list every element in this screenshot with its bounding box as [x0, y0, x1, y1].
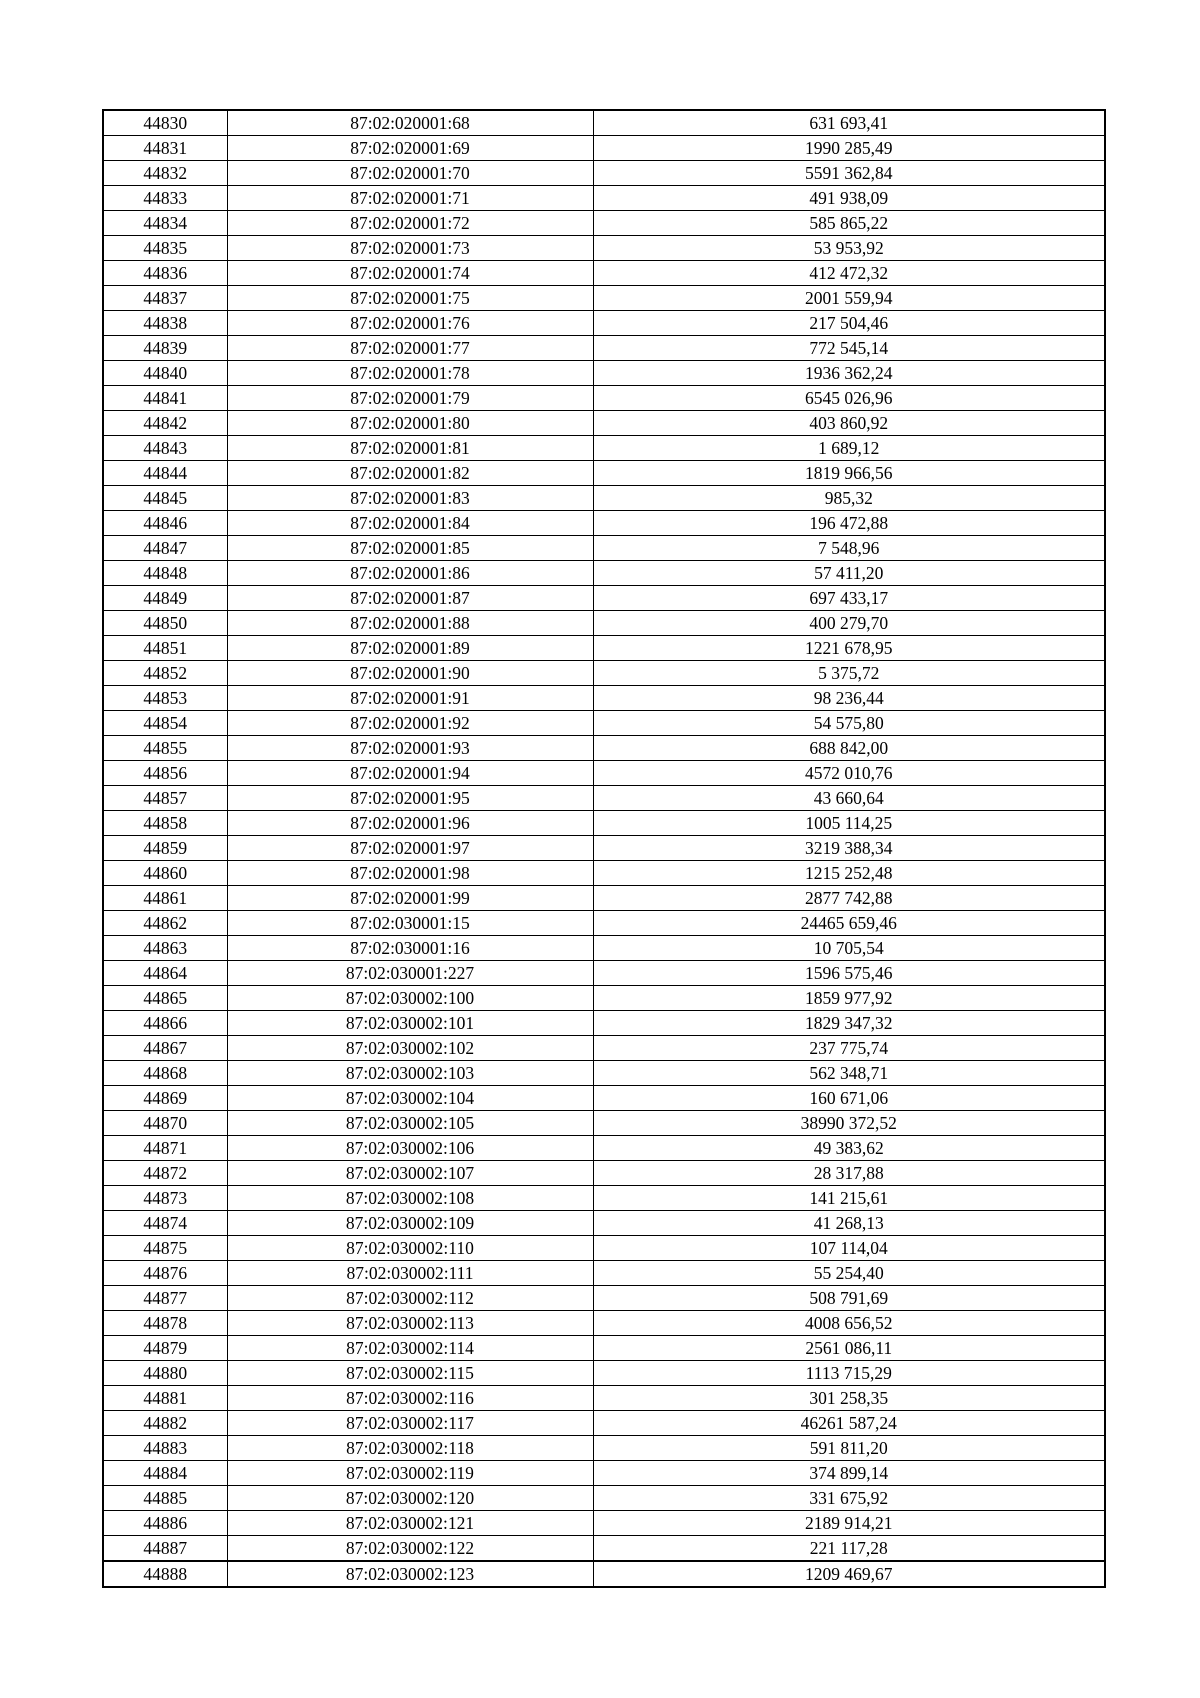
cadastral-number-cell: 87:02:020001:94: [227, 761, 593, 786]
cadastral-value-cell: 772 545,14: [593, 336, 1105, 361]
row-number-cell: 44857: [103, 786, 227, 811]
table-row: [103, 361, 1105, 386]
table-row: [103, 186, 1105, 211]
cadastral-value-cell: 1221 678,95: [593, 636, 1105, 661]
cadastral-number-cell: 87:02:020001:92: [227, 711, 593, 736]
cadastral-value-cell: 985,32: [593, 486, 1105, 511]
cadastral-number-cell: 87:02:020001:87: [227, 586, 593, 611]
cadastral-value-cell: 403 860,92: [593, 411, 1105, 436]
table-row: [103, 1086, 1105, 1111]
cadastral-value-cell: 374 899,14: [593, 1461, 1105, 1486]
row-number-cell: 44877: [103, 1286, 227, 1311]
row-number-cell: 44863: [103, 936, 227, 961]
row-number-cell: 44845: [103, 486, 227, 511]
row-number-cell: 44887: [103, 1536, 227, 1562]
table-row: [103, 1136, 1105, 1161]
row-number-cell: 44862: [103, 911, 227, 936]
table-row: [103, 986, 1105, 1011]
row-number-cell: 44855: [103, 736, 227, 761]
row-number-cell: 44881: [103, 1386, 227, 1411]
cadastral-number-cell: 87:02:030002:108: [227, 1186, 593, 1211]
cadastral-value-cell: 38990 372,52: [593, 1111, 1105, 1136]
row-number-cell: 44865: [103, 986, 227, 1011]
cadastral-number-cell: 87:02:030002:113: [227, 1311, 593, 1336]
table-row: [103, 911, 1105, 936]
cadastral-number-cell: 87:02:030002:112: [227, 1286, 593, 1311]
cadastral-value-cell: 107 114,04: [593, 1236, 1105, 1261]
cadastral-value-cell: 1 689,12: [593, 436, 1105, 461]
row-number-cell: 44831: [103, 136, 227, 161]
cadastral-number-cell: 87:02:030002:118: [227, 1436, 593, 1461]
table-row: [103, 836, 1105, 861]
row-number-cell: 44880: [103, 1361, 227, 1386]
cadastral-number-cell: 87:02:030002:110: [227, 1236, 593, 1261]
row-number-cell: 44837: [103, 286, 227, 311]
table-row: [103, 136, 1105, 161]
cadastral-number-cell: 87:02:020001:77: [227, 336, 593, 361]
row-number-cell: 44870: [103, 1111, 227, 1136]
cadastral-value-cell: 41 268,13: [593, 1211, 1105, 1236]
cadastral-value-cell: 53 953,92: [593, 236, 1105, 261]
row-number-cell: 44860: [103, 861, 227, 886]
cadastral-value-cell: 217 504,46: [593, 311, 1105, 336]
row-number-cell: 44838: [103, 311, 227, 336]
table-row: [103, 936, 1105, 961]
cadastral-number-cell: 87:02:030002:114: [227, 1336, 593, 1361]
cadastral-number-cell: 87:02:020001:98: [227, 861, 593, 886]
cadastral-number-cell: 87:02:030002:115: [227, 1361, 593, 1386]
row-number-cell: 44879: [103, 1336, 227, 1361]
row-number-cell: 44871: [103, 1136, 227, 1161]
cadastral-value-cell: 1990 285,49: [593, 136, 1105, 161]
table-row: [103, 586, 1105, 611]
cadastral-value-cell: 562 348,71: [593, 1061, 1105, 1086]
cadastral-value-cell: 2189 914,21: [593, 1511, 1105, 1536]
row-number-cell: 44852: [103, 661, 227, 686]
row-number-cell: 44874: [103, 1211, 227, 1236]
table-row: [103, 661, 1105, 686]
cadastral-number-cell: 87:02:020001:85: [227, 536, 593, 561]
row-number-cell: 44843: [103, 436, 227, 461]
cadastral-number-cell: 87:02:030002:116: [227, 1386, 593, 1411]
cadastral-number-cell: 87:02:020001:73: [227, 236, 593, 261]
cadastral-number-cell: 87:02:020001:81: [227, 436, 593, 461]
table-row: [103, 561, 1105, 586]
cadastral-number-cell: 87:02:020001:90: [227, 661, 593, 686]
row-number-cell: 44844: [103, 461, 227, 486]
cadastral-value-cell: 1215 252,48: [593, 861, 1105, 886]
row-number-cell: 44882: [103, 1411, 227, 1436]
cadastral-number-cell: 87:02:020001:68: [227, 110, 593, 136]
cadastral-number-cell: 87:02:030002:119: [227, 1461, 593, 1486]
table-row: [103, 1386, 1105, 1411]
row-number-cell: 44833: [103, 186, 227, 211]
cadastral-number-cell: 87:02:020001:91: [227, 686, 593, 711]
cadastral-value-cell: 55 254,40: [593, 1261, 1105, 1286]
cadastral-value-cell: 1859 977,92: [593, 986, 1105, 1011]
cadastral-value-cell: 1113 715,29: [593, 1361, 1105, 1386]
table-row: [103, 211, 1105, 236]
cadastral-number-cell: 87:02:020001:70: [227, 161, 593, 186]
table-row: [103, 1061, 1105, 1086]
table-row: [103, 386, 1105, 411]
cadastral-number-cell: 87:02:020001:89: [227, 636, 593, 661]
cadastral-value-cell: 2877 742,88: [593, 886, 1105, 911]
table-row: [103, 336, 1105, 361]
table-row: [103, 286, 1105, 311]
cadastral-value-cell: 585 865,22: [593, 211, 1105, 236]
row-number-cell: 44832: [103, 161, 227, 186]
cadastral-number-cell: 87:02:020001:79: [227, 386, 593, 411]
cadastral-number-cell: 87:02:030002:101: [227, 1011, 593, 1036]
table-row: [103, 436, 1105, 461]
row-number-cell: 44861: [103, 886, 227, 911]
row-number-cell: 44875: [103, 1236, 227, 1261]
cadastral-number-cell: 87:02:030002:103: [227, 1061, 593, 1086]
cadastral-number-cell: 87:02:020001:76: [227, 311, 593, 336]
table-row: [103, 786, 1105, 811]
row-number-cell: 44850: [103, 611, 227, 636]
cadastral-value-cell: 400 279,70: [593, 611, 1105, 636]
table-row: [103, 411, 1105, 436]
table-row: [103, 1286, 1105, 1311]
row-number-cell: 44846: [103, 511, 227, 536]
table-row: [103, 486, 1105, 511]
cadastral-value-cell: 331 675,92: [593, 1486, 1105, 1511]
cadastral-value-cell: 688 842,00: [593, 736, 1105, 761]
cadastral-number-cell: 87:02:020001:99: [227, 886, 593, 911]
cadastral-number-cell: 87:02:030002:106: [227, 1136, 593, 1161]
table-row: [103, 110, 1105, 136]
table-body: [103, 110, 1105, 1587]
table-row: [103, 1036, 1105, 1061]
table-row: [103, 1511, 1105, 1536]
cadastral-value-cell: 491 938,09: [593, 186, 1105, 211]
cadastral-value-cell: 28 317,88: [593, 1161, 1105, 1186]
row-number-cell: 44886: [103, 1511, 227, 1536]
table-row: [103, 1261, 1105, 1286]
table-row: [103, 261, 1105, 286]
cadastral-number-cell: 87:02:020001:95: [227, 786, 593, 811]
table-row: [103, 1111, 1105, 1136]
cadastral-number-cell: 87:02:030002:109: [227, 1211, 593, 1236]
cadastral-value-cell: 3219 388,34: [593, 836, 1105, 861]
row-number-cell: 44864: [103, 961, 227, 986]
row-number-cell: 44869: [103, 1086, 227, 1111]
cadastral-value-cell: 141 215,61: [593, 1186, 1105, 1211]
cadastral-number-cell: 87:02:020001:74: [227, 261, 593, 286]
cadastral-number-cell: 87:02:020001:84: [227, 511, 593, 536]
cadastral-value-cell: 1936 362,24: [593, 361, 1105, 386]
table-row: [103, 611, 1105, 636]
table-row: [103, 861, 1105, 886]
table-row: [103, 1436, 1105, 1461]
row-number-cell: 44868: [103, 1061, 227, 1086]
cadastral-value-cell: 221 117,28: [593, 1536, 1105, 1562]
cadastral-number-cell: 87:02:020001:97: [227, 836, 593, 861]
row-number-cell: 44883: [103, 1436, 227, 1461]
cadastral-number-cell: 87:02:030001:16: [227, 936, 593, 961]
row-number-cell: 44840: [103, 361, 227, 386]
cadastral-value-cell: 10 705,54: [593, 936, 1105, 961]
cadastral-value-cell: 5591 362,84: [593, 161, 1105, 186]
table-row: [103, 961, 1105, 986]
cadastral-number-cell: 87:02:030002:111: [227, 1261, 593, 1286]
row-number-cell: 44848: [103, 561, 227, 586]
table-row: [103, 236, 1105, 261]
cadastral-number-cell: 87:02:030002:117: [227, 1411, 593, 1436]
cadastral-value-cell: 57 411,20: [593, 561, 1105, 586]
cadastral-value-cell: 1209 469,67: [593, 1561, 1105, 1587]
cadastral-number-cell: 87:02:020001:82: [227, 461, 593, 486]
cadastral-value-cell: 4008 656,52: [593, 1311, 1105, 1336]
table-row: [103, 1486, 1105, 1511]
table-row: [103, 1461, 1105, 1486]
row-number-cell: 44876: [103, 1261, 227, 1286]
table-row: [103, 511, 1105, 536]
table-row: [103, 636, 1105, 661]
row-number-cell: 44834: [103, 211, 227, 236]
table-row: [103, 1211, 1105, 1236]
cadastral-value-cell: 7 548,96: [593, 536, 1105, 561]
row-number-cell: 44885: [103, 1486, 227, 1511]
table-row: [103, 1336, 1105, 1361]
cadastral-number-cell: 87:02:030002:122: [227, 1536, 593, 1562]
table-row: [103, 711, 1105, 736]
table-row: [103, 1411, 1105, 1436]
table-row: [103, 1361, 1105, 1386]
cadastral-number-cell: 87:02:030002:105: [227, 1111, 593, 1136]
cadastral-value-cell: 591 811,20: [593, 1436, 1105, 1461]
row-number-cell: 44888: [103, 1561, 227, 1587]
cadastral-number-cell: 87:02:020001:96: [227, 811, 593, 836]
row-number-cell: 44884: [103, 1461, 227, 1486]
cadastral-number-cell: 87:02:030002:100: [227, 986, 593, 1011]
cadastral-value-cell: 98 236,44: [593, 686, 1105, 711]
cadastral-value-cell: 5 375,72: [593, 661, 1105, 686]
cadastral-value-cell: 1596 575,46: [593, 961, 1105, 986]
cadastral-number-cell: 87:02:020001:75: [227, 286, 593, 311]
table-row: [103, 311, 1105, 336]
row-number-cell: 44849: [103, 586, 227, 611]
cadastral-value-cell: 2001 559,94: [593, 286, 1105, 311]
row-number-cell: 44853: [103, 686, 227, 711]
cadastral-number-cell: 87:02:020001:72: [227, 211, 593, 236]
cadastral-number-cell: 87:02:030002:102: [227, 1036, 593, 1061]
cadastral-value-cell: 24465 659,46: [593, 911, 1105, 936]
row-number-cell: 44841: [103, 386, 227, 411]
cadastral-number-cell: 87:02:020001:93: [227, 736, 593, 761]
row-number-cell: 44867: [103, 1036, 227, 1061]
row-number-cell: 44873: [103, 1186, 227, 1211]
cadastral-number-cell: 87:02:020001:71: [227, 186, 593, 211]
table-row: [103, 886, 1105, 911]
table-row: [103, 461, 1105, 486]
cadastral-number-cell: 87:02:030002:120: [227, 1486, 593, 1511]
cadastral-value-cell: 1829 347,32: [593, 1011, 1105, 1036]
cadastral-value-cell: 2561 086,11: [593, 1336, 1105, 1361]
table-row: [103, 1186, 1105, 1211]
cadastral-value-cell: 6545 026,96: [593, 386, 1105, 411]
row-number-cell: 44835: [103, 236, 227, 261]
row-number-cell: 44851: [103, 636, 227, 661]
table-row: [103, 161, 1105, 186]
cadastral-value-cell: 412 472,32: [593, 261, 1105, 286]
table-row: [103, 536, 1105, 561]
row-number-cell: 44859: [103, 836, 227, 861]
cadastral-number-cell: 87:02:030001:15: [227, 911, 593, 936]
table-row: [103, 1536, 1105, 1562]
cadastral-number-cell: 87:02:020001:69: [227, 136, 593, 161]
table-row: [103, 1011, 1105, 1036]
cadastral-value-cell: 301 258,35: [593, 1386, 1105, 1411]
cadastral-value-cell: 160 671,06: [593, 1086, 1105, 1111]
cadastral-number-cell: 87:02:030002:104: [227, 1086, 593, 1111]
row-number-cell: 44830: [103, 110, 227, 136]
row-number-cell: 44839: [103, 336, 227, 361]
row-number-cell: 44866: [103, 1011, 227, 1036]
table-row: [103, 1236, 1105, 1261]
cadastral-number-cell: 87:02:030002:123: [227, 1561, 593, 1587]
cadastral-value-cell: 237 775,74: [593, 1036, 1105, 1061]
table-row: [103, 811, 1105, 836]
cadastral-value-cell: 49 383,62: [593, 1136, 1105, 1161]
table-row: [103, 686, 1105, 711]
cadastral-value-cell: 1819 966,56: [593, 461, 1105, 486]
row-number-cell: 44836: [103, 261, 227, 286]
cadastral-number-cell: 87:02:030002:107: [227, 1161, 593, 1186]
table-row: [103, 1561, 1105, 1587]
row-number-cell: 44847: [103, 536, 227, 561]
cadastral-value-cell: 43 660,64: [593, 786, 1105, 811]
row-number-cell: 44872: [103, 1161, 227, 1186]
cadastral-value-cell: 4572 010,76: [593, 761, 1105, 786]
table-row: [103, 761, 1105, 786]
cadastral-value-cell: 196 472,88: [593, 511, 1105, 536]
cadastral-value-cell: 1005 114,25: [593, 811, 1105, 836]
table-row: [103, 1311, 1105, 1336]
cadastral-value-cell: 54 575,80: [593, 711, 1105, 736]
cadastral-number-cell: 87:02:030001:227: [227, 961, 593, 986]
row-number-cell: 44856: [103, 761, 227, 786]
cadastral-value-table: [102, 109, 1106, 1588]
table-row: [103, 736, 1105, 761]
row-number-cell: 44854: [103, 711, 227, 736]
cadastral-number-cell: 87:02:030002:121: [227, 1511, 593, 1536]
row-number-cell: 44878: [103, 1311, 227, 1336]
cadastral-value-cell: 697 433,17: [593, 586, 1105, 611]
table-row: [103, 1161, 1105, 1186]
row-number-cell: 44858: [103, 811, 227, 836]
cadastral-number-cell: 87:02:020001:88: [227, 611, 593, 636]
cadastral-number-cell: 87:02:020001:78: [227, 361, 593, 386]
cadastral-number-cell: 87:02:020001:80: [227, 411, 593, 436]
cadastral-value-cell: 631 693,41: [593, 110, 1105, 136]
cadastral-value-cell: 508 791,69: [593, 1286, 1105, 1311]
cadastral-number-cell: 87:02:020001:83: [227, 486, 593, 511]
cadastral-number-cell: 87:02:020001:86: [227, 561, 593, 586]
cadastral-value-cell: 46261 587,24: [593, 1411, 1105, 1436]
row-number-cell: 44842: [103, 411, 227, 436]
